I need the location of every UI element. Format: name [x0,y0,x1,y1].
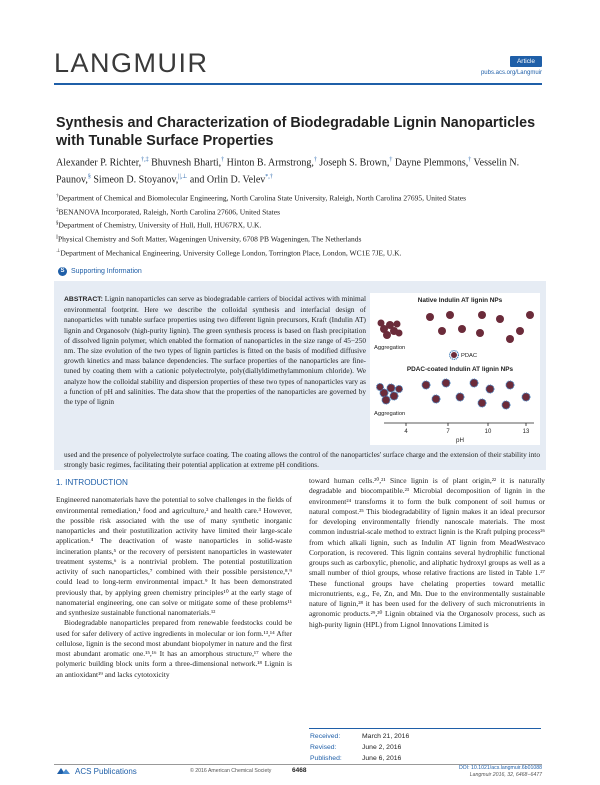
author-affiliation-marker: † [389,157,393,163]
toc-aggregation-label-top: Aggregation [374,345,406,351]
abstract-tail: used and the presence of polyelectrolyte surface coating. The coating allows the control of the nanoparticles' surface charge and the extension of their stability into strongly basic regimes, facilitating their potential application at extreme pH conditions. [64,450,540,470]
toc-pdac-label: PDAC [461,353,478,359]
affiliation-item [56,246,546,260]
author-name[interactable]: Hinton B. Armstrong, [226,157,314,169]
toc-graphic [370,293,540,445]
affiliation-symbol: § [56,221,59,227]
header-divider [54,83,542,85]
journal-url-link[interactable]: pubs.acs.org/Langmuir [480,70,542,76]
native-dispersed-particles [426,311,534,343]
author-name[interactable]: Simeon D. Stoyanov, [93,174,179,186]
received-date: Received: March 21, 2016 [310,733,410,740]
author-name[interactable]: Bhuvnesh Bharti, [151,157,222,169]
publisher-name: ACS Publications [75,766,137,776]
toc-figure [370,293,540,445]
toc-bottom-label: PDAC-coated Indulin AT lignin NPs [406,366,514,373]
affiliation-item [56,218,546,232]
affiliation-symbol: || [56,235,59,241]
affiliation-text: BENANOVA Incorporated, Raleigh, North Carolina 27606, United States [58,207,280,217]
author-name[interactable]: Dayne Plemmons, [394,157,469,169]
affiliation-item [56,205,546,219]
author-list [56,153,546,188]
intro-paragraph-3: toward human cells.²⁰,²¹ Since lignin is of plant origin,²² it is naturally degradable and biocompatible.²³ Microbial decomposition of lignin in the environment²⁴ transforms it to form the bulk component of soil humus or natural compost.²⁵ This biodegradability of lignin makes it an ideal precursor for developing environmentally friendly nanoscale materials. The most common industrial-scale method to extract lignin is the Kraft pulping process²⁶ from which alkali lignin, such as Indulin AT lignin from MeadWestvaco Corporation, is recovered. This lignin contains several hydrophilic functional groups such as carboxylic, phenolic, and aliphatic hydroxyl groups as well as a small number of thiol groups, whose relative fractions are listed in Table 1.²⁷ These functional groups have chelating properties toward metallic micronutrients, e.g., Fe, Zn, and Mn. Due to the environmentally sustainable nature of lignin,²⁸ it has been used for the delivery of such micronutrients in agronomic products.²⁹,³⁰ Lignin obtained via the Organosolv process, such as high-purity lignin (HPL) from Lignol Innovations Limited is [309,476,545,629]
copyright-notice: © 2016 American Chemical Society [190,768,272,774]
journal-logo: LANGMUIR [54,48,209,78]
author-name[interactable]: and Orlin D. Velev [189,174,266,186]
toc-tick-4: 4 [404,429,408,435]
affiliation-text: Department of Chemical and Biomolecular Engineering, North Carolina State University, Raleigh, North Carolina 27695, United States [58,193,467,203]
author-name[interactable]: Vesselin N. Paunov, [56,157,520,186]
toc-tick-7: 7 [446,429,450,435]
intro-paragraph-2: Biodegradable nanoparticles prepared from renewable feedstocks could be used for safer delivery of active ingredients in molecular or ion form.¹³,¹⁴ After cellulose, lignin is the second most abundant biopolymer in nature and the first most abundant aromatic one.¹⁵,¹⁶ It has an amorphous structure,¹⁷ where the polymeric building block units form a three-dimensional network.¹⁸ Lignin is an antioxidant¹⁹ and lacks cytotoxicity [56,618,292,679]
affiliation-symbol: † [56,194,59,199]
body-column-left [56,478,292,680]
publication-dates [310,731,510,764]
abstract-label: ABSTRACT: [64,296,103,303]
coated-dispersed-particles [422,379,530,409]
author-affiliation-marker: ||,⊥ [178,174,188,181]
published-date: Published: June 6, 2016 [310,755,402,762]
supporting-info-label: Supporting Information [71,268,142,275]
toc-ph-ticks [406,423,526,426]
toc-tick-10: 10 [484,429,492,435]
article-type-badge: Article [510,56,542,67]
author-affiliation-marker: § [87,174,91,181]
affiliation-item [56,191,546,205]
author-affiliation-marker: †,‡ [141,157,149,163]
author-affiliation-marker: *,† [265,174,273,181]
coated-aggregate-cluster [377,384,403,405]
pdac-legend [450,351,459,360]
supporting-info-icon: S [58,267,67,276]
abstract-body: Lignin nanoparticles can serve as biodegradable carriers of biocidal actives with minimal environmental footprint. Here we describe the colloidal synthesis and interfacial design of nanoparticles with tunable surface properties using two different lignin precursors, Kraft (Indulin AT) lignin and Organosolv (high-purity lignin). The green synthesis process is based on flash precipitation of dissolved lignin polymer, which enabled the formation of nanoparticles in the size range of 45−250 nm. The size evolution of the two types of lignin particles is fitted on the basis of modified diffusive growth kinetics and mass balance dependencies. The surface properties of the nanoparticles are fine-tuned by coating them with a cationic polyelectrolyte, poly(diallyldimethylammonium chloride). We analyze how the colloidal stability and dispersion properties of these two types of nanoparticles vary as a function of pH and salinities. The data show that the properties of the nanoparticles are governed by the type of lignin [64,294,366,407]
journal-citation: Langmuir 2016, 32, 6468−6477 [469,772,542,778]
author-affiliation-marker: † [468,157,472,163]
toc-top-label: Native Indulin AT lignin NPs [417,297,503,304]
affiliation-text: Department of Mechanical Engineering, University College London, Torrington Place, London, WC1E 7JE, U.K. [60,248,402,258]
intro-paragraph-1: Engineered nanomaterials have the potential to solve challenges in the fields of environmental remediation,¹ food and agriculture,² and health care.³ However, the possible risk associated with the use of many synthetic inorganic nanoparticles and their postutilization activity have limited their large-scale application.⁴ The deactivation of waste nanoparticles in solid-waste incineration plants,⁵ or the recovery of persistent nanoparticles in wastewater treatment systems,⁶ is a nontrivial problem. The potential postutilization activity of such nanoparticles,⁷ combined with their possible persistence,⁸,⁹ could lead to long-term environmental impact.⁹ It has been demonstrated previously that, by applying green chemistry principles¹⁰ at the early stage of nanomaterial engineering, one can solve or mitigate some of these problems¹¹ and synthesize sustainable functional nanomaterials.¹² [56,495,292,617]
affiliation-symbol: ⊥ [56,248,61,254]
doi-link[interactable]: DOI: 10.1021/acs.langmuir.6b01088 [458,765,542,771]
author-name[interactable]: Alexander P. Richter, [56,157,142,169]
affiliation-symbol: ‡ [56,207,59,213]
acs-logo-icon [56,766,72,776]
section-heading-introduction: 1. INTRODUCTION [56,478,128,487]
supporting-information-link[interactable] [58,267,142,276]
revised-date: Revised: June 2, 2016 [310,744,402,751]
toc-tick-13: 13 [522,429,530,435]
toc-aggregation-label-bottom: Aggregation [374,411,406,417]
affiliation-list [56,191,546,260]
body-column-right [309,476,545,630]
toc-axis-label: pH [456,437,464,444]
dates-divider [309,728,541,729]
author-affiliation-marker: † [221,157,225,163]
affiliation-item [56,232,546,246]
affiliation-text: Department of Chemistry, University of Hull, Hull, HU67RX, U.K. [58,220,262,230]
acs-publications-logo[interactable] [56,766,137,776]
author-name[interactable]: Joseph S. Brown, [319,157,390,169]
author-affiliation-marker: † [313,157,317,163]
affiliation-text: Physical Chemistry and Soft Matter, Wageningen University, 6708 PB Wageningen, The Netherlands [58,234,362,244]
doi-citation [459,765,542,779]
page-number: 6468 [292,767,307,774]
abstract-text [64,294,366,407]
native-aggregate-cluster [378,320,403,340]
article-title: Synthesis and Characterization of Biodegradable Lignin Nanoparticles with Tunable Surface Properties [56,115,536,149]
